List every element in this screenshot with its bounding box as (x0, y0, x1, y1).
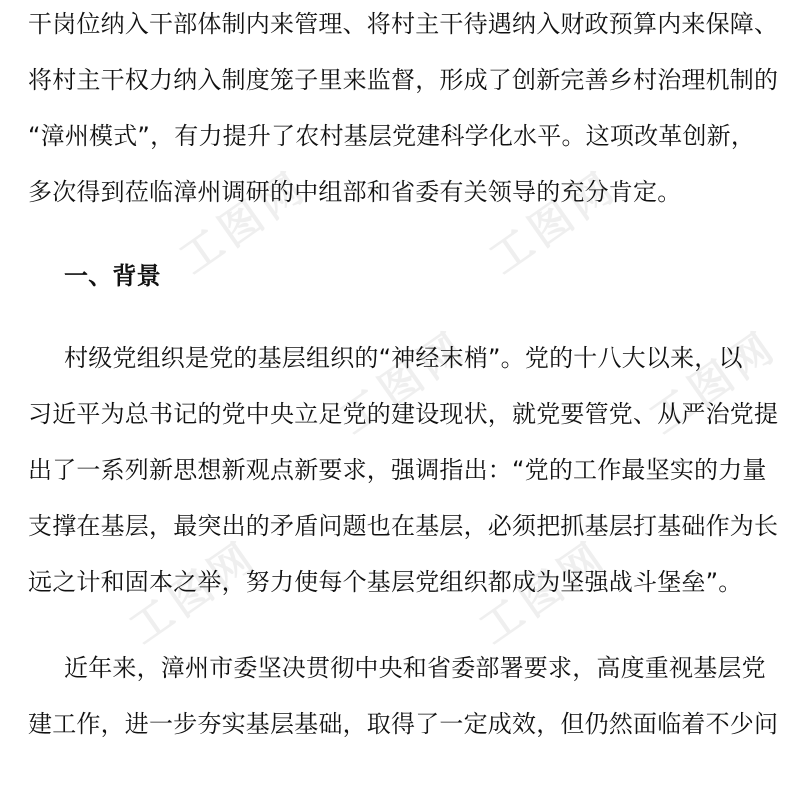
paragraph-line: 建工作，进一步夯实基层基础，取得了一定成效，但仍然面临着不少问 (28, 710, 779, 738)
paragraph-line: 出了一系列新思想新观点新要求，强调指出：“党的工作最坚实的力量 (28, 456, 767, 484)
watermark: 工图网 (640, 320, 787, 444)
watermark: 工图网 (120, 530, 267, 654)
watermark: 工图网 (330, 320, 477, 444)
paragraph-line: 多次得到莅临漳州调研的中组部和省委有关领导的充分肯定。 (28, 178, 682, 206)
paragraph-line: 干岗位纳入干部体制内来管理、将村主干待遇纳入财政预算内来保障、 (28, 10, 779, 38)
section-heading: 一、背景 (64, 262, 161, 290)
paragraph-line: “漳州模式”，有力提升了农村基层党建科学化水平。这项改革创新， (28, 122, 756, 150)
watermark: 工图网 (480, 160, 627, 284)
paragraph-line: 近年来，漳州市委坚决贯彻中央和省委部署要求，高度重视基层党 (64, 654, 766, 682)
paragraph-line: 远之计和固本之举，努力使每个基层党组织都成为坚强战斗堡垒”。 (28, 568, 743, 596)
paragraph-line: 支撑在基层，最突出的矛盾问题也在基层，必须把抓基层打基础作为长 (28, 512, 779, 540)
paragraph-line: 习近平为总书记的党中央立足党的建设现状，就党要管党、从严治党提 (28, 400, 779, 428)
watermark: 工图网 (170, 160, 317, 284)
watermark: 工图网 (470, 530, 617, 654)
paragraph-line: 将村主干权力纳入制度笼子里来监督，形成了创新完善乡村治理机制的 (28, 66, 779, 94)
paragraph-line: 村级党组织是党的基层组织的“神经末梢”。党的十八大以来，以 (64, 344, 743, 372)
